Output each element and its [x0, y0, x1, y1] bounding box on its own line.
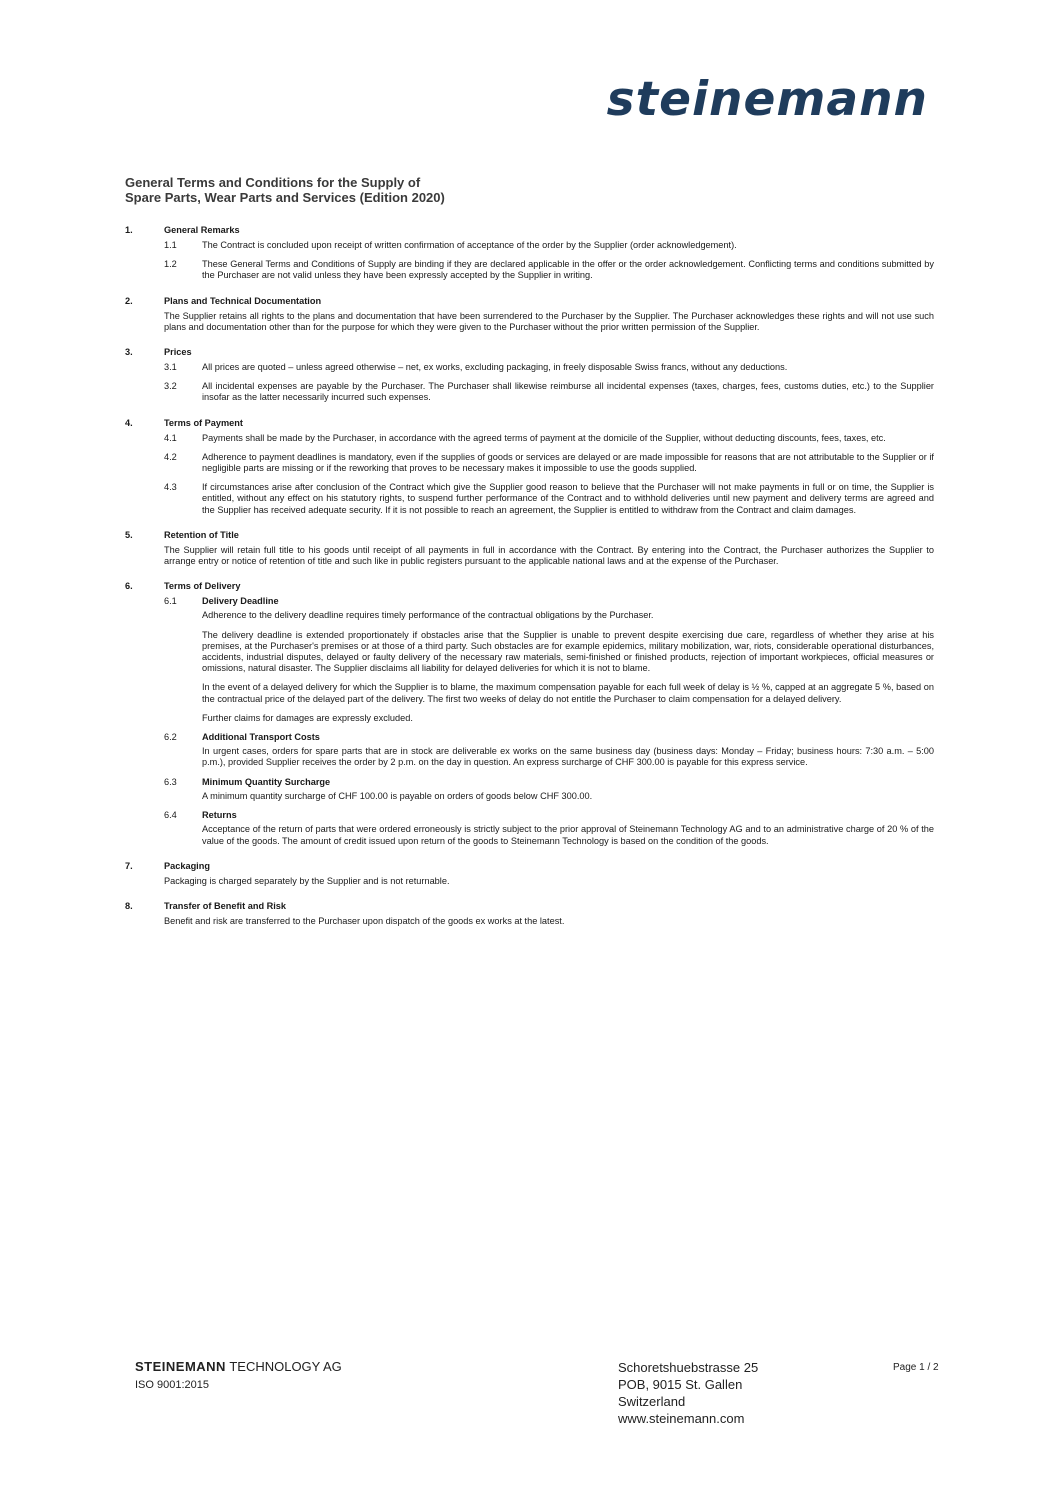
section-number: 6. — [125, 581, 133, 592]
section-plans-documentation — [125, 296, 934, 333]
section-number: 3. — [125, 347, 133, 358]
clause-text: All incidental expenses are payable by the Purchaser. The Purchaser shall likewise reimburse all incidental expenses (taxes, charges, fees, customs duties, etc.) to the Supplier insofar as the latter necessarily incurred such expenses. — [202, 381, 934, 403]
clause-number: 6.4 — [164, 810, 177, 821]
section-title: Transfer of Benefit and Risk — [164, 900, 287, 911]
document-title-line-2: Spare Parts, Wear Parts and Services (Edition 2020) — [125, 190, 445, 205]
section-title: Packaging — [164, 860, 210, 871]
clause-paragraph: Acceptance of the return of parts that were ordered erroneously is strictly subject to the prior approval of Steinemann Technology AG and to an administrative charge of 20 % of the value of the goods. The amount of credit issued upon return of the goods to Steinemann Technology is based on the condition of the goods. — [202, 824, 934, 846]
document-title — [125, 175, 825, 205]
clause-number: 1.2 — [164, 259, 177, 270]
section-packaging — [125, 861, 934, 887]
clause-4-2 — [125, 452, 934, 474]
footer-address-pob: POB, 9015 St. Gallen — [618, 1377, 743, 1392]
footer-address — [618, 1359, 758, 1427]
section-retention-of-title — [125, 530, 934, 567]
clause-3-2 — [125, 381, 934, 403]
clause-paragraph: A minimum quantity surcharge of CHF 100.00 is payable on orders of goods below CHF 300.00. — [202, 790, 593, 801]
clause-3-1 — [125, 362, 934, 373]
clause-paragraph: The delivery deadline is extended proportionately if obstacles arise that the Supplier is unable to prevent despite exercising due care, regardless of whether they arise at his premises, at the Purchaser's premises or at those of a third party. Such obstacles are for example epidemics, military mobilization, war, riots, considerable operational disturbances, accidents, industrial disputes, delayed or faulty delivery of the necessary raw materials, semi-finished or finished products, rejection of important workpieces, official measures or omissions, natural disaster. The Supplier disclaims all liability for delayed deliveries for which it is not to blame. — [202, 629, 934, 674]
clause-number: 4.3 — [164, 482, 177, 493]
clause-title: Returns — [202, 810, 237, 821]
clause-text: Adherence to payment deadlines is mandatory, even if the supplies of goods or services are delayed or are made impossible for reasons that are not attributable to the Supplier or if negligible parts are missing or if the reworking that proves to be necessary makes it impossible to use the goods supplied. — [202, 451, 934, 474]
company-logo: steinemann — [606, 72, 928, 127]
clause-number: 4.1 — [164, 432, 177, 443]
terms-content — [125, 225, 934, 941]
clause-paragraph: Further claims for damages are expressly excluded. — [202, 712, 413, 723]
clause-text: Payments shall be made by the Purchaser, in accordance with the agreed terms of payment at the domicile of the Supplier, without deducting discounts, fees, taxes, etc. — [202, 432, 886, 443]
clause-6-1 — [125, 596, 934, 724]
clause-6-3 — [125, 777, 934, 802]
section-text: The Supplier retains all rights to the plans and documentation that have been surrendered to the Purchaser by the Supplier. The Purchaser acknowledges these rights and will not use such plans and documentation other than for the purpose for which they were given to the Purchaser without the prior written permission of the Supplier. — [164, 310, 934, 332]
section-title: Prices — [164, 347, 192, 358]
section-text: The Supplier will retain full title to his goods until receipt of all payments in full in accordance with the Contract. By entering into the Contract, the Purchaser authorizes the Supplier to arrange entry or notice of retention of title and such like in public registers pursuant to the applicable national laws and at the expense of the Purchaser. — [164, 544, 934, 567]
section-title: Terms of Payment — [164, 417, 243, 428]
clause-text: The Contract is concluded upon receipt of written confirmation of acceptance of the order by the Supplier (order acknowledgement). — [202, 240, 737, 250]
section-text: Packaging is charged separately by the Supplier and is not returnable. — [164, 875, 450, 886]
section-number: 7. — [125, 860, 133, 871]
clause-paragraph: In the event of a delayed delivery for which the Supplier is to blame, the maximum compensation payable for each full week of delay is ½ %, capped at an aggregate 5 %, based on the contractual price of the delayed part of the delivery. The first two weeks of delay do not entitle the Purchaser to claim compensation for a delayed delivery. — [202, 682, 934, 704]
section-title: Plans and Technical Documentation — [164, 295, 322, 306]
footer-company-name — [135, 1359, 342, 1374]
footer-iso: ISO 9001:2015 — [135, 1379, 210, 1391]
footer-address-country: Switzerland — [618, 1394, 686, 1409]
clause-number: 1.1 — [164, 240, 177, 250]
clause-text: All prices are quoted – unless agreed otherwise – net, ex works, excluding packaging, in freely disposable Swiss francs, without any deductions. — [202, 362, 788, 373]
clause-paragraph: Adherence to the delivery deadline requires timely performance of the contractual obligations by the Purchaser. — [202, 610, 654, 621]
page-number: Page 1 / 2 — [893, 1362, 939, 1373]
section-general-remarks — [125, 225, 934, 282]
clause-title: Delivery Deadline — [202, 596, 279, 607]
clause-number: 6.2 — [164, 732, 177, 743]
section-title: Terms of Delivery — [164, 581, 241, 592]
clause-number: 3.1 — [164, 362, 177, 373]
clause-text: These General Terms and Conditions of Supply are binding if they are declared applicable in the offer or the order acknowledgement. Conflicting terms and conditions submitted by the Purchaser are not valid unless they have been expressly accepted by the Supplier in writing. — [202, 259, 934, 281]
clause-title: Additional Transport Costs — [202, 732, 320, 743]
section-terms-of-payment — [125, 418, 934, 516]
section-number: 8. — [125, 900, 133, 911]
section-number: 5. — [125, 529, 133, 540]
clause-text: If circumstances arise after conclusion of the Contract which give the Supplier good reason to believe that the Purchaser will not make payments in full or on time, the Supplier is entitled, without any effect on his statutory rights, to suspend further performance of the Contract and to withhold deliveries until new payment and delivery terms are agreed and the Supplier has received adequate security. If it is not possible to reach an agreement, the Supplier is entitled to withdraw from the Contract and claim damages. — [202, 482, 934, 515]
clause-number: 3.2 — [164, 381, 177, 392]
footer-website-link[interactable]: www.steinemann.com — [618, 1411, 745, 1426]
clause-4-3 — [125, 482, 934, 516]
clause-6-4 — [125, 810, 934, 847]
section-number: 1. — [125, 225, 133, 235]
section-text: Benefit and risk are transferred to the Purchaser upon dispatch of the goods ex works at the latest. — [164, 915, 565, 926]
section-prices — [125, 347, 934, 404]
clause-6-2 — [125, 732, 934, 769]
footer-company-bold: STEINEMANN — [135, 1359, 226, 1374]
section-terms-of-delivery — [125, 581, 934, 846]
clause-title: Minimum Quantity Surcharge — [202, 776, 331, 787]
clause-1-2 — [125, 259, 934, 281]
footer-address-street: Schoretshuebstrasse 25 — [618, 1360, 759, 1375]
clause-1-1 — [125, 240, 934, 251]
clause-number: 6.3 — [164, 776, 177, 787]
clause-number: 4.2 — [164, 451, 177, 462]
clause-number: 6.1 — [164, 596, 177, 607]
clause-paragraph: In urgent cases, orders for spare parts that are in stock are deliverable ex works on the same business day (business days: Monday – Friday; business hours: 7:30 a.m. – 5:00 p.m.), provided Supplier receives the order by 2 p.m. on the day in question. An express surcharge of CHF 300.00 is payable for this express service. — [202, 746, 934, 768]
clause-4-1 — [125, 433, 934, 444]
section-number: 2. — [125, 295, 133, 306]
footer-company-rest: TECHNOLOGY AG — [225, 1359, 342, 1374]
section-title: Retention of Title — [164, 529, 239, 540]
section-number: 4. — [125, 417, 133, 428]
document-title-line-1: General Terms and Conditions for the Supply of — [125, 175, 421, 190]
section-transfer-of-benefit-and-risk — [125, 901, 934, 927]
section-title: General Remarks — [164, 225, 240, 235]
